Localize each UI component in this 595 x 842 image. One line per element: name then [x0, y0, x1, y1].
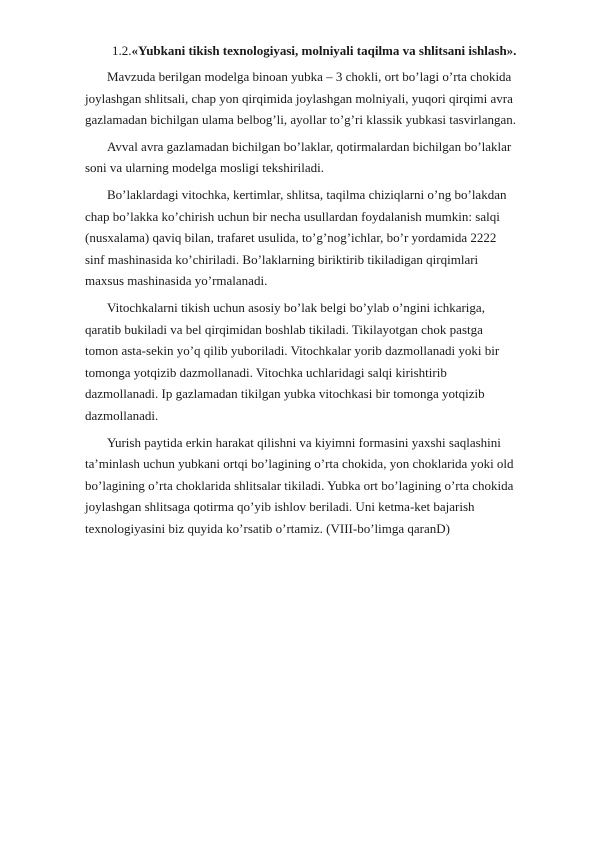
paragraph-line: ta’minlash uchun yubkani ortqi bo’lagining o’rta chokida, yon choklarida yoki old: [85, 456, 514, 472]
paragraph-line: joylashgan shlitsali, chap yon qirqimida joylashgan molniyali, yuqori qirqimi avra: [85, 90, 513, 106]
paragraph: [85, 136, 550, 179]
paragraph-line: texnologiyasini biz quyida ko’rsatib o’rtamiz. (VIII-bo’limga qaranD): [85, 520, 450, 536]
paragraph-line: (nusxalama) qaviq bilan, trafaret usulida, to’g’nog’ichlar, bo’r yordamida 2222: [85, 230, 497, 246]
paragraph-line: gazlamadan bichilgan ulama belbog’li, ayollar to’g’ri klassik yubkasi tasvirlangan.: [85, 112, 517, 128]
section-heading: [112, 41, 550, 61]
paragraph-line: Mavzuda berilgan modelga binoan yubka – 3 chokli, ort bo’lagi o’rta chokida: [107, 69, 512, 84]
paragraph-line: qaratib bukiladi va bel qirqimidan boshlab tikiladi. Tikilayotgan chok pastga: [85, 321, 483, 337]
paragraph-line: joylashgan shlitsaga qotirma qo’yib ishlov beriladi. Uni ketma-ket bajarish: [85, 499, 475, 515]
paragraph: [85, 184, 550, 292]
paragraph-line: tomonga yotqizib dazmollanadi. Vitochka uchlaridagi salqi kirishtirib: [85, 364, 447, 380]
document-body: [85, 41, 550, 544]
paragraph-line: tomon asta-sekin yo’q qilib yuboriladi. Vitochkalar yorib dazmollanadi yoki bir: [85, 343, 500, 359]
paragraph: [85, 432, 550, 540]
paragraph-line: chap bo’lakka ko’chirish uchun bir necha usullardan foydalanish mumkin: salqi: [85, 208, 500, 224]
paragraph: [85, 297, 550, 427]
paragraph-line: Yurish paytida erkin harakat qilishni va kiyimni formasini yaxshi saqlashini: [107, 434, 501, 450]
paragraph-line: Avval avra gazlamadan bichilgan bo’laklar, qotirmalardan bichilgan bo’laklar: [107, 138, 512, 154]
paragraph-line: maxsus mashinasida yo’rmalanadi.: [85, 273, 268, 289]
paragraph: [85, 66, 550, 131]
paragraph-line: dazmollanadi. Ip gazlamadan tikilgan yubka vitochkasi bir tomonga yotqizib: [85, 386, 485, 402]
paragraph-line: Vitochkalarni tikish uchun asosiy bo’lak belgi bo’ylab o’ngini ichkariga,: [107, 299, 485, 315]
section-title: «Yubkani tikish texnologiyasi, molniyali taqilma va shlitsani ishlash».: [131, 43, 517, 58]
paragraph-line: dazmollanadi.: [85, 407, 159, 423]
paragraph-line: Bo’laklardagi vitochka, kertimlar, shlitsa, taqilma chiziqlarni o’ng bo’lakdan: [107, 186, 507, 202]
paragraph-line: soni va ularning modelga mosligi tekshiriladi.: [85, 160, 325, 176]
paragraph-line: sinf mashinasida ko’chiriladi. Bo’laklarning biriktirib tikiladigan qirqimlari: [85, 251, 479, 267]
section-number: 1.2.: [112, 43, 132, 58]
paragraph-line: bo’lagining o’rta choklarida shlitsalar tikiladi. Yubka ort bo’lagining o’rta chokida: [85, 477, 514, 493]
